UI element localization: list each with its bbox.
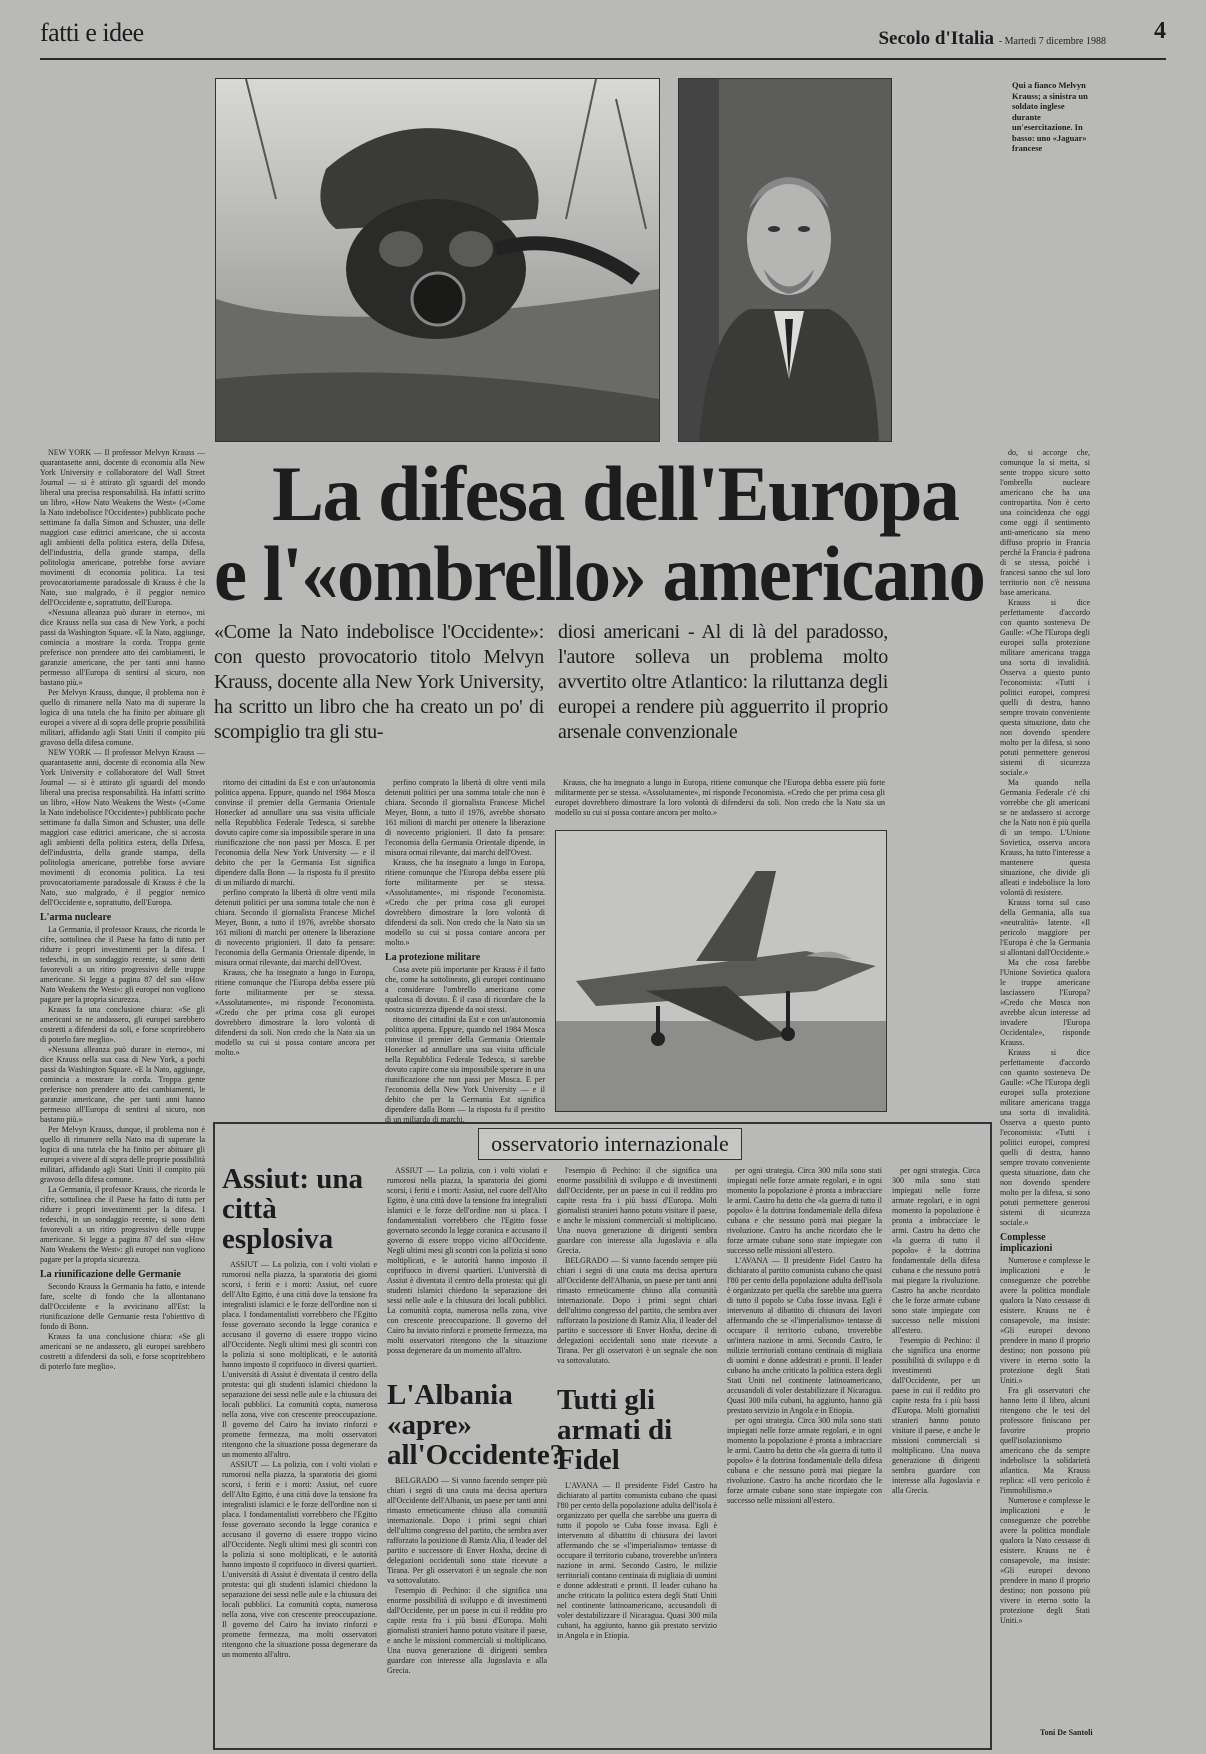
box-label: osservatorio internazionale (478, 1128, 742, 1160)
story-assiut (222, 1164, 377, 1740)
paragraph: Krauss torna sul caso della Germania, alla sua «neutralità» latente. «Il pericolo maggiore per l'Europa è che la Germania si allontani dall'Occidente.» (1000, 898, 1090, 957)
paragraph: Krauss si dice perfettamente d'accordo con quanto sosteneva De Gaulle: «Che l'Europa degli europei sulla protezione militare americana tragga una sorta di invalidità. Osserva a questo punto l'economista: «Tutti i politici europei, compresi quelli di destra, hanno sempre trovato conveniente questa situazione, dato che non dovendo spendere molto per la difesa, si sono potuti permettere generosi sistemi di sicurezza sociale.» (1000, 598, 1090, 777)
paragraph: Ma quando nella Germania Federale c'è chi vorrebbe che gli americani se ne andassero si accorge che la Nato non è più quella di un tempo. L'Unione Sovietica, osserva ancora Krauss, ha tutto l'interesse a mantenere questa situazione, che divide gli alleati e indebolisce la loro volontà di resistere. (1000, 778, 1090, 897)
left-column (40, 448, 205, 1746)
section-title: fatti e idee (40, 18, 144, 47)
story-fidel-cont (727, 1166, 882, 1741)
masthead (878, 28, 1106, 50)
story-assiut-cont (387, 1166, 547, 1371)
paragraph: ASSIUT — La polizia, con i volti violati e rumorosi nella piazza, la sparatoria dei giorni scorsi, i feriti e i morti: Assiut, nel cuore dell'Alto Egitto, è una città dove la tensione fra integralisti islamici e le forze dell'ordine non si placa. I fondamentalisti vorrebbero che l'Egitto fosse governato secondo la legge coranica e accusano il governo di essere troppo vicino all'Occidente. Negli ultimi mesi gli scontri con la polizia si sono moltiplicati, e le autorità hanno imposto il coprifuoco in diversi quartieri. L'università di Assiut è diventata il centro della protesta: qui gli studenti islamici chiedono la separazione dei sessi nelle aule e la chiusura dei locali pubblici. La comunità copta, numerosa nella zona, vive con crescente preoccupazione. Il governo del Cairo ha inviato rinforzi e promette fermezza, ma molti osservatori ritengono che la situazione possa degenerare da un momento all'altro. (222, 1460, 377, 1659)
box-column-last (892, 1166, 980, 1741)
story-body (222, 1260, 377, 1740)
paragraph: l'esempio di Pechino: il che significa una enorme possibilità di sviluppo e di investimenti dall'Occidente, per un paese in cui il reddito pro capite resta fra i più bassi d'Europa. Molti giornalisti stranieri hanno potuto visitare il paese, e anche le missioni commerciali si moltiplicano. Una nuova generazione di dirigenti sembra guardare con interesse alla Jugoslavia e alla Grecia. (557, 1166, 717, 1255)
paragraph: do, si accorge che, comunque la si metta, si sente troppo sicuro sotto l'ombrello nucleare americano che ha una contropartita. Non è certo una coincidenza che oggi come oggi il sentimento anti-americano sia meno diffuso proprio in Francia perché la Francia è padrona di se stessa, poiché i francesi sanno che sul loro territorio non c'è nessuna base americana. (1000, 448, 1090, 597)
story-albania (387, 1379, 565, 1726)
paragraph: Per Melvyn Krauss, dunque, il problema non è quello di rimanere nella Nato ma di superare la logica di una tutela che ha finito per abituare gli europei a vivere al di sopra delle proprie possibilità militari, affidando agli Stati Uniti il compito più gravoso della difesa comune. (40, 688, 205, 747)
paragraph: Krauss fa una conclusione chiara: «Se gli americani se ne andassero, gli europei sarebbero costretti a difendersi da soli, e forse scoprirebbero di poterlo fare meglio». (40, 1332, 205, 1371)
headline-line-1: La difesa dell'Europa (272, 450, 959, 537)
paragraph: l'esempio di Pechino: il che significa una enorme possibilità di sviluppo e di investimenti dall'Occidente, per un paese in cui il reddito pro capite resta fra i più bassi d'Europa. Molti giornalisti stranieri hanno potuto visitare il paese, e anche le missioni commerciali si moltiplicano. Una nuova generazione di dirigenti sembra guardare con interesse alla Jugoslavia e alla Grecia. (387, 1586, 547, 1675)
subheading: Complesse implicazioni (1000, 1232, 1053, 1254)
paragraph: Secondo Krauss la Germania ha fatto, e intende fare, scelte di fondo che la allontanano dall'Occidente e la avvicinano all'Est: la riunificazione delle Germanie resta l'obiettivo di fondo di Bonn. (40, 1282, 205, 1331)
paragraph: Numerose e complesse le implicazioni e le conseguenze che potrebbe avere la politica mondiale qualora la Nato cessasse di esistere. Krauss ne è consapevole, ma insiste: «Gli europei devono prendere in mano il proprio destino; non possono più vivere in eterno sotto la protezione degli Stati Uniti.» (1000, 1496, 1090, 1625)
paragraph: «Nessuna alleanza può durare in eterno», mi dice Krauss nella sua casa di New York, a pochi passi da Washington Square. «E la Nato, aggiunge, comincia a mostrare la corda. Troppa gente preferisce non prendere atto dei cambiamenti, le garanzie americane, che per tanti anni hanno permesso all'Europa di sentirsi al sicuro, non bastano più.» (40, 1045, 205, 1124)
paragraph: Krauss, che ha insegnato a lungo in Europa, ritiene comunque che l'Europa debba essere più forte militarmente per se stessa. «Assolutamente», mi risponde l'economista. «Credo che per prima cosa gli europei dovrebbero dimostrare la loro volontà di difendersi da soli. Non credo che la Nato sia un modello su cui si possa contare ancora per molto.» (555, 778, 885, 817)
paragraph: Krauss, che ha insegnato a lungo in Europa, ritiene comunque che l'Europa debba essere più forte militarmente per se stessa. «Assolutamente», mi risponde l'economista. «Credo che per prima cosa gli europei dovrebbero dimostrare la loro volontà di difendersi da soli. Non credo che la Nato sia un modello su cui si possa contare ancora per molto.» (385, 858, 545, 947)
paragraph: Cosa avete più importante per Krauss è il fatto che, come ha sottolineato, gli europei continuano a considerare l'ombrello americano come qualcosa di dovuto. È il caso di ricordare che la nostra sicurezza dipende da noi stessi. (385, 965, 545, 1014)
paragraph: ASSIUT — La polizia, con i volti violati e rumorosi nella piazza, la sparatoria dei giorni scorsi, i feriti e i morti: Assiut, nel cuore dell'Alto Egitto, è una città dove la tensione fra integralisti islamici e le forze dell'ordine non si placa. I fondamentalisti vorrebbero che l'Egitto fosse governato secondo la legge coranica e accusano il governo di essere troppo vicino all'Occidente. Negli ultimi mesi gli scontri con la polizia si sono moltiplicati, e le autorità hanno imposto il coprifuoco in diversi quartieri. L'università di Assiut è diventata il centro della protesta: qui gli studenti islamici chiedono la separazione dei sessi nelle aule e la chiusura dei locali pubblici. La comunità copta, numerosa nella zona, vive con crescente preoccupazione. Il governo del Cairo ha inviato rinforzi e promette fermezza, ma molti osservatori ritengono che la situazione possa degenerare da un momento all'altro. (222, 1260, 377, 1459)
paragraph: Krauss fa una conclusione chiara: «Se gli americani se ne andassero, gli europei sarebbero costretti a difendersi da soli, e forse scoprirebbero di poterlo fare meglio». (40, 1005, 205, 1044)
story-title: Assiut: una città esplosiva (222, 1163, 364, 1255)
paragraph: Krauss, che ha insegnato a lungo in Europa, ritiene comunque che l'Europa debba essere più forte militarmente per se stessa. «Assolutamente», mi risponde l'economista. «Credo che per prima cosa gli europei dovrebbero dimostrare la loro volontà di difendersi da soli. Non credo che la Nato sia un modello su cui si possa contare ancora per molto.» (215, 968, 375, 1057)
paragraph: Ma che cosa farebbe l'Unione Sovietica qualora le truppe americane lasciassero l'Europa? «Credo che Mosca non avrebbe alcun interesse ad invadere l'Europa Occidentale», risponde Krauss. (1000, 958, 1090, 1047)
paragraph: BELGRADO — Si vanno facendo sempre più chiari i segni di una cauta ma decisa apertura all'Occidente dell'Albania, un paese per tanti anni rimasto ermeticamente chiuso alla comunità internazionale. Dopo i primi segni chiari dell'ultimo congresso del partito, che sembra aver rafforzato la posizione di Ramiz Alia, il leader del partito e successore di Enver Hoxha, decine di delegazioni occidentali sono state ricevute a Tirana. Per gli osservatori è un segnale che non va sottovalutato. (557, 1256, 718, 1365)
body-column-3 (555, 778, 885, 824)
photo-caption: Qui a fianco Melvyn Krauss; a sinistra un soldato inglese durante un'esercitazione. In basso: uno «Jaguar» francese (1012, 80, 1088, 153)
paragraph: NEW YORK — Il professor Melvyn Krauss — quarantasette anni, docente di economia alla New York University e collaboratore del Wall Street Journal — si è attirato gli sguardi del mondo liberal una precisa responsabilità. Ha infatti scritto un libro, «How Nato Weakens the West» («Come la Nato indebolisce l'Occidente») pubblicato poche settimane fa dalla Simon and Schuster, una delle maggiori case editrici americane, che si accosta agli ambienti della politica estera, della Difesa, dell'industria, della grande stampa, della politologia americane, potrebbe forse avviare movimenti di economia politica. La tesi provocatoriamente paradossale di Krauss è che la Nato, suo malgrado, è il peggior nemico dell'Occidente e, soprattutto, dell'Europa. (40, 448, 205, 607)
paragraph: Numerose e complesse le implicazioni e le conseguenze che potrebbe avere la politica mondiale qualora la Nato cessasse di esistere. Krauss ne è consapevole, ma insiste: «Gli europei devono prendere in mano il proprio destino; non possono più vivere in eterno sotto la protezione degli Stati Uniti.» (1000, 1256, 1090, 1385)
body-column-1 (215, 778, 375, 1117)
paragraph: «Nessuna alleanza può durare in eterno», mi dice Krauss nella sua casa di New York, a pochi passi da Washington Square. «E la Nato, aggiunge, comincia a mostrare la corda. Troppa gente preferisce non prendere atto dei cambiamenti, le garanzie americane, che per tanti anni hanno permesso all'Europa di sentirsi al sicuro, non bastano più.» (40, 608, 205, 687)
subheading: L'arma nucleare (40, 912, 112, 923)
story-albania-cont (557, 1166, 717, 1376)
author-signature: Toni De Santoli (1040, 1728, 1093, 1737)
story-title: Tutti gli armati di Fidel (557, 1384, 673, 1476)
paragraph: BELGRADO — Si vanno facendo sempre più chiari i segni di una cauta ma decisa apertura all'Occidente dell'Albania, un paese per tanti anni rimasto ermeticamente chiuso alla comunità internazionale. Dopo i primi segni chiari dell'ultimo congresso del partito, che sembra aver rafforzato la posizione di Ramiz Alia, il leader del partito e successore di Enver Hoxha, decine di delegazioni occidentali sono state ricevute a Tirana. Per gli osservatori è un segnale che non va sottovalutato. (387, 1476, 548, 1585)
paragraph: La Germania, il professor Krauss, che ricorda le cifre, sottolinea che il Paese ha fatto di tutto per ridurre i propri investimenti per la difesa. I tedeschi, in un sondaggio recente, si sono detti favorevoli a un ritiro progressivo delle truppe americane. Si legge a pagina 87 del suo «How Nato Weakens the West»: gli europei non vogliono pagare per la propria sicurezza. (40, 1185, 205, 1264)
paragraph: L'AVANA — Il presidente Fidel Castro ha dichiarato al partito comunista cubano che quasi l'80 per cento della popolazione adulta dell'isola è organizzato per quella che sarebbe una guerra di tutto il popolo se Cuba fosse invasa. Egli è intervenuto al dibattito di chiusura dei lavori affermando che se «l'imperialismo» tentasse di occupare il territorio cubano, troverebbe un'intera nazione in armi. Secondo Castro, le milizie territoriali contano centinaia di migliaia di uomini e donne addestrati e pronti. Il leader cubano ha anche criticato la politica estera degli Stati Uniti nel continente latinoamericano, accusandoli di voler destabilizzare il Nicaragua. Quasi 300 mila cubani, ha aggiunto, hanno già prestato servizio in Angola e in Etiopia. (557, 1481, 717, 1640)
headline-line-2: e l'«ombrello» americano (214, 530, 985, 617)
right-column (1000, 448, 1090, 1698)
page-number: 4 (1154, 18, 1166, 44)
paragraph: Per Melvyn Krauss, dunque, il problema non è quello di rimanere nella Nato ma di superare la logica di una tutela che ha finito per abituare gli europei a vivere al di sopra delle proprie possibilità militari, affidando agli Stati Uniti il compito più gravoso della difesa comune. (40, 1125, 205, 1184)
paragraph: per ogni strategia. Circa 300 mila sono stati impiegati nelle forze armate regolari, e in ogni momento la popolazione è pronta a imbracciare le armi. Castro ha detto che «la guerra di tutto il popolo» è la dottrina fondamentale della difesa cubana e che nessuno potrà mai piegare la rivoluzione. Castro ha anche ricordato che le forze armate cubane sono state impiegate con successo nelle missioni all'estero. (727, 1166, 882, 1255)
paragraph: perfino comprato la libertà di oltre venti mila detenuti politici per una somma totale che non è chiara. Secondo il giornalista Francese Michel Meyer, Bonn, a tutto il 1976, avrebbe sborsato 161 milioni di marchi per ottenere la liberazione di novecento prigionieri. Il dato fa pensare: l'economia della Germania Orientale dipende, in misura ormai rilevante, dai marchi dell'Ovest. (385, 778, 545, 857)
body-column-2 (385, 778, 545, 1124)
paragraph: per ogni strategia. Circa 300 mila sono stati impiegati nelle forze armate regolari, e in ogni momento la popolazione è pronta a imbracciare le armi. Castro ha detto che «la guerra di tutto il popolo» è la dottrina fondamentale della difesa cubana e che nessuno potrà mai piegare la rivoluzione. Castro ha anche ricordato che le forze armate cubane sono state impiegate con successo nelle missioni all'estero. (727, 1416, 882, 1505)
paragraph: l'esempio di Pechino: il che significa una enorme possibilità di sviluppo e di investimenti dall'Occidente, per un paese in cui il reddito pro capite resta fra i più bassi d'Europa. Molti giornalisti stranieri hanno potuto visitare il paese, e anche le missioni commerciali si moltiplicano. Una nuova generazione di dirigenti sembra guardare con interesse alla Jugoslavia e alla Grecia. (892, 1336, 980, 1495)
soldier-gas-mask-photo (215, 78, 660, 442)
paragraph: L'AVANA — Il presidente Fidel Castro ha dichiarato al partito comunista cubano che quasi l'80 per cento della popolazione adulta dell'isola è organizzato per quella che sarebbe una guerra di tutto il popolo se Cuba fosse invasa. Egli è intervenuto al dibattito di chiusura dei lavori affermando che se «l'imperialismo» tentasse di occupare il territorio cubano, troverebbe un'intera nazione in armi. Secondo Castro, le milizie territoriali contano centinaia di migliaia di uomini e donne addestrati e pronti. Il leader cubano ha anche criticato la politica estera degli Stati Uniti nel continente latinoamericano, accusandoli di voler destabilizzare il Nicaragua. Quasi 300 mila cubani, ha aggiunto, hanno già prestato servizio in Angola e in Etiopia. (727, 1256, 882, 1415)
story-fidel (557, 1385, 717, 1731)
story-body (387, 1476, 547, 1726)
subheading: La protezione militare (385, 952, 481, 963)
subheading: La riunificazione delle Germanie (40, 1269, 181, 1280)
issue-date: - Martedì 7 dicembre 1988 (998, 36, 1106, 47)
paragraph: perfino comprato la libertà di oltre venti mila detenuti politici per una somma totale che non è chiara. Secondo il giornalista Francese Michel Meyer, Bonn, a tutto il 1976, avrebbe sborsato 161 milioni di marchi per ottenere la liberazione di novecento prigionieri. Il dato fa pensare: l'economia della Germania Orientale dipende, in misura ormai rilevante, dai marchi dell'Ovest. (215, 888, 375, 967)
story-body (557, 1481, 717, 1731)
paragraph: ritorno dei cittadini da Est e con un'autonomia politica appena. Eppure, quando nel 1984 Mosca convinse il premier della Germania Orientale Honecker ad annullare una sua visita ufficiale nella Repubblica Federale Tedesca, si sarebbe dovuto capire come sia impossibile sperare in una riunificazione che non passi per Mosca. E per l'economia della New York University — e il debito che per la Germania Est significa dipendere dalla Bonn — la risposta fu il prestito di un miliardo di marchi. (215, 778, 375, 887)
header-rule (40, 58, 1166, 60)
jaguar-jet-photo (555, 830, 887, 1112)
paragraph: Krauss si dice perfettamente d'accordo con quanto sosteneva De Gaulle: «Che l'Europa degli europei sulla protezione militare americana tragga una sorta di invalidità. Osserva a questo punto l'economista: «Tutti i politici europei, compresi quelli di destra, hanno sempre trovato conveniente questa situazione, dato che non dovendo spendere molto per la difesa, si sono potuti permettere generosi sistemi di sicurezza sociale.» (1000, 1048, 1090, 1227)
paragraph: NEW YORK — Il professor Melvyn Krauss — quarantasette anni, docente di economia alla New York University e collaboratore del Wall Street Journal — si è attirato gli sguardi del mondo liberal una precisa responsabilità. Ha infatti scritto un libro, «How Nato Weakens the West» («Come la Nato indebolisce l'Occidente») pubblicato poche settimane fa dalla Simon and Schuster, una delle maggiori case editrici americane, che si accosta agli ambienti della politica estera, della Difesa, dell'industria, della grande stampa, della politologia americane, potrebbe forse avviare movimenti di economia politica. La tesi provocatoriamente paradossale di Krauss è che la Nato, suo malgrado, è il peggior nemico dell'Occidente e, soprattutto, dell'Europa. (40, 748, 205, 907)
paragraph: ASSIUT — La polizia, con i volti violati e rumorosi nella piazza, la sparatoria dei giorni scorsi, i feriti e i morti: Assiut, nel cuore dell'Alto Egitto, è una città dove la tensione fra integralisti islamici e le forze dell'ordine non si placa. I fondamentalisti vorrebbero che l'Egitto fosse governato secondo la legge coranica e accusano il governo di essere troppo vicino all'Occidente. Negli ultimi mesi gli scontri con la polizia si sono moltiplicati, e le autorità hanno imposto il coprifuoco in diversi quartieri. L'università di Assiut è diventata il centro della protesta: qui gli studenti islamici chiedono la separazione dei sessi nelle aule e la chiusura dei locali pubblici. La comunità copta, numerosa nella zona, vive con crescente preoccupazione. Il governo del Cairo ha inviato rinforzi e promette fermezza, ma molti osservatori ritengono che la situazione possa degenerare da un momento all'altro. (387, 1166, 547, 1355)
paragraph: per ogni strategia. Circa 300 mila sono stati impiegati nelle forze armate regolari, e in ogni momento la popolazione è pronta a imbracciare le armi. Castro ha detto che «la guerra di tutto il popolo» è la dottrina fondamentale della difesa cubana e che nessuno potrà mai piegare la rivoluzione. Castro ha anche ricordato che le forze armate cubane sono state impiegate con successo nelle missioni all'estero. (892, 1166, 980, 1335)
lede-right: diosi americani - Al di là del paradosso, l'autore solleva un problema molto avvertito oltre Atlantico: la riluttanza degli europei a rendere più agguerrito il proprio arsenale convenzionale (558, 621, 888, 743)
melvyn-krauss-photo (678, 78, 892, 442)
paragraph: Fra gli osservatori che hanno letto il libro, alcuni ritengono che le tesi del professore finiscano per favorire proprio quell'isolazionismo americano che da sempre indebolisce la solidarietà atlantica. Ma Krauss replica: «Il vero pericolo è l'immobilismo.» (1000, 1386, 1090, 1495)
paragraph: La Germania, il professor Krauss, che ricorda le cifre, sottolinea che il Paese ha fatto di tutto per ridurre i propri investimenti per la difesa. I tedeschi, in un sondaggio recente, si sono detti favorevoli a un ritiro progressivo delle truppe americane. Si legge a pagina 87 del suo «How Nato Weakens the West»: gli europei non vogliono pagare per la propria sicurezza. (40, 925, 205, 1004)
paper-name: Secolo d'Italia (878, 28, 995, 49)
story-title: L'Albania «apre» all'Occidente? (387, 1379, 565, 1471)
paragraph: ritorno dei cittadini da Est e con un'autonomia politica appena. Eppure, quando nel 1984 Mosca convinse il premier della Germania Orientale Honecker ad annullare una sua visita ufficiale nella Repubblica Federale Tedesca, si sarebbe dovuto capire come sia impossibile sperare in una riunificazione che non passi per Mosca. E per l'economia della New York University — e il debito che per la Germania Est significa dipendere dalla Bonn — la risposta fu il prestito di un miliardo di marchi. (385, 1015, 545, 1124)
lede-left: «Come la Nato indebolisce l'Occidente»: con questo provocatorio titolo Melvyn Krauss, docente alla New York University, ha scritto un libro che ha creato un po' di scompiglio tra gli stu- (214, 621, 544, 743)
